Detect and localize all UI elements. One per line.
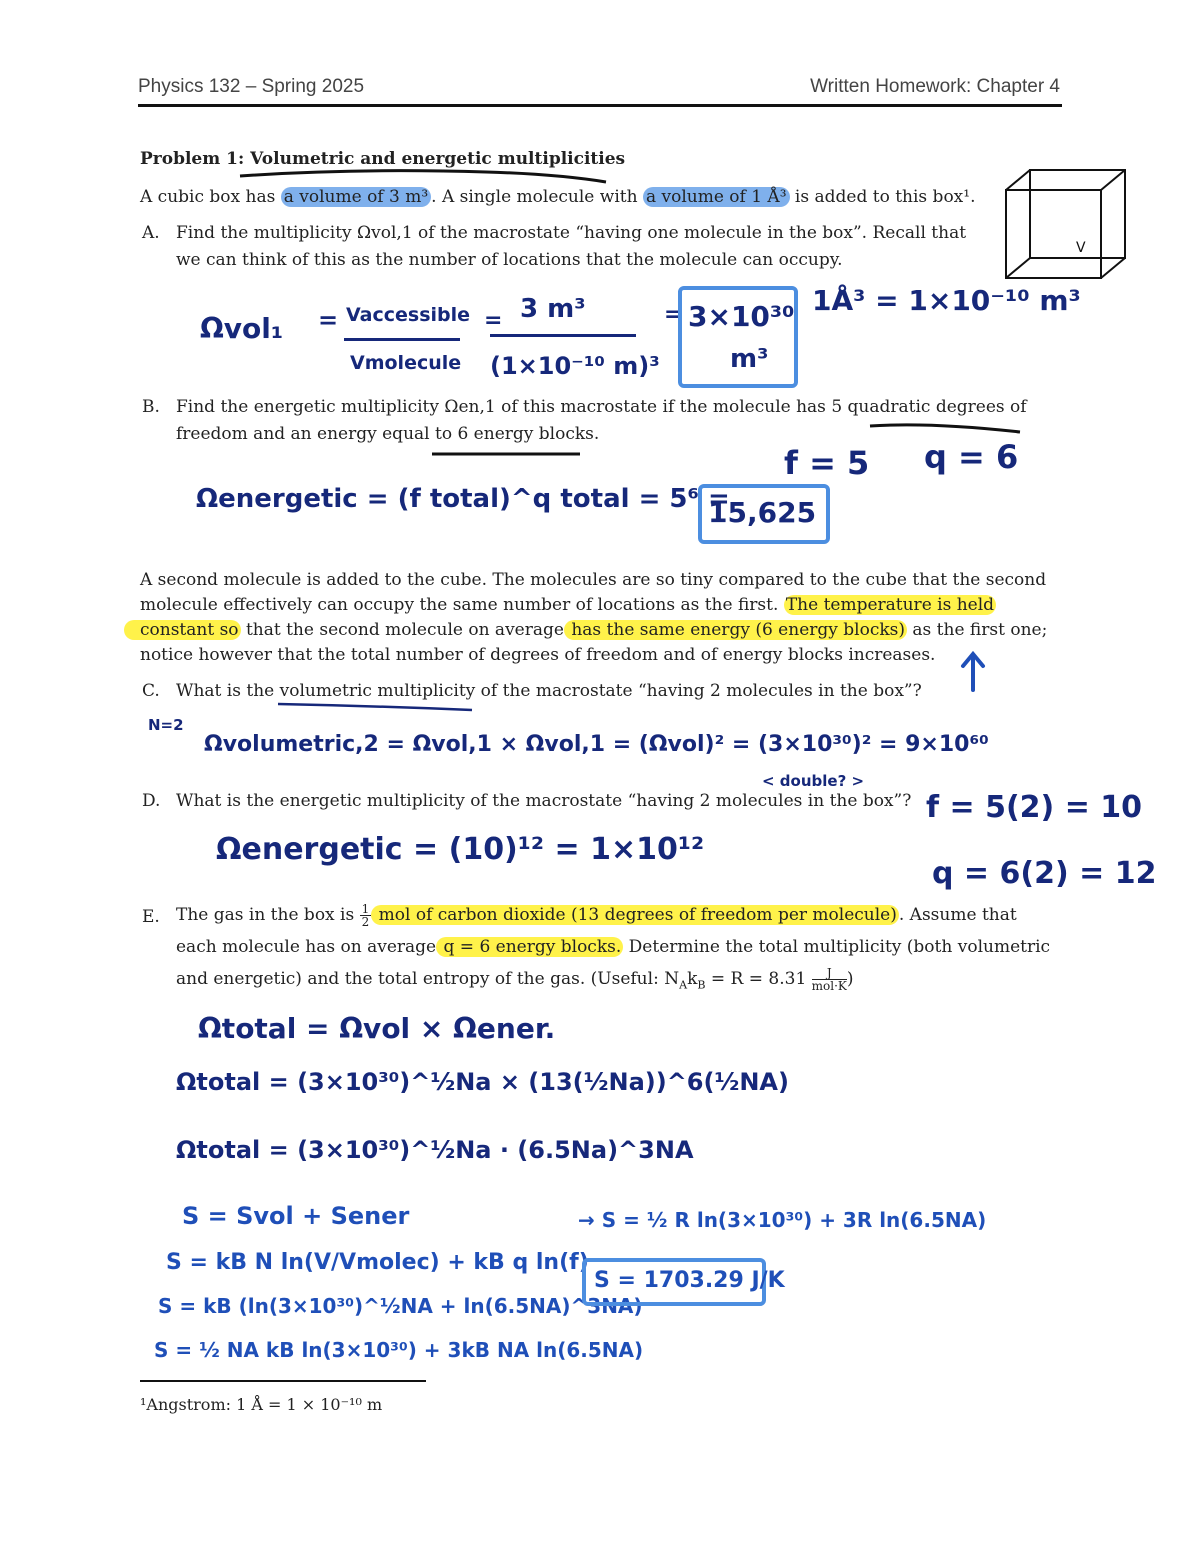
hw-c-n: N=2: [148, 716, 184, 734]
hw-e-l3: Ωtotal = (3×10³⁰)^½Na · (6.5Na)^3NA: [176, 1136, 694, 1164]
hw-a-ans2: m³: [730, 344, 769, 374]
partC-letter: C.: [142, 681, 160, 701]
hw-a-fracbar2: [490, 334, 636, 337]
partB-line2: freedom and an energy equal to 6 energy blocks.: [176, 424, 600, 444]
hw-e-l5: S = kB N ln(V/Vmolec) + kB q ln(f): [166, 1250, 589, 1275]
hw-b-q: q = 6: [924, 438, 1019, 476]
partD-text: What is the energetic multiplicity of the macrostate “having 2 molecules in the box”?: [176, 791, 912, 811]
hw-a-eq1: =: [318, 306, 339, 334]
hw-d-f: f = 5(2) = 10: [926, 790, 1143, 825]
hw-d-q: q = 6(2) = 12: [932, 856, 1157, 891]
header-assignment: Written Homework: Chapter 4: [810, 76, 1060, 97]
partB-line1: Find the energetic multiplicity Ωen,1 of this macrostate if the molecule has 5 quadratic degrees of: [176, 397, 1027, 417]
partE-line2: each molecule has on average q = 6 energy blocks. Determine the total multiplicity (both volumetric: [176, 937, 1051, 957]
hw-b-eq: Ωenergetic = (f total)^q total = 5⁶ =: [196, 484, 730, 514]
para-line4: notice however that the total number of degrees of freedom and of energy blocks increases.: [140, 645, 936, 665]
hw-e-r1: → S = ½ R ln(3×10³⁰) + 3R ln(6.5NA): [578, 1208, 987, 1232]
hw-a-num1: Vaccessible: [346, 304, 471, 326]
hw-a-ans1: 3×10³⁰: [688, 300, 795, 333]
up-arrow-icon: [958, 650, 988, 692]
partE-line3: and energetic) and the total entropy of the gas. (Useful: $N_Ak_B = R = 8.31$ $\frac{J}{\text{mol·K}}$ ): [176, 966, 854, 993]
hw-e-l4: S = Svol + Sener: [182, 1202, 410, 1230]
para-line1: A second molecule is added to the cube. The molecules are so tiny compared to the cube that the second: [140, 570, 1047, 590]
hw-a-eq3: =: [664, 302, 683, 327]
problem-title: Problem 1: Volumetric and energetic multiplicities: [140, 149, 626, 169]
partA-line2: we can think of this as the number of locations that the molecule can occupy.: [176, 250, 843, 270]
unit-fraction: $\frac{J}{\text{mol·K}}$: [811, 966, 847, 993]
answer-box-b: [698, 484, 830, 544]
hw-e-l6: S = kB (ln(3×10³⁰)^½NA + ln(6.5NA)^3NA): [158, 1294, 643, 1318]
header-course: Physics 132 – Spring 2025: [138, 76, 365, 97]
hw-a-eq2: =: [484, 308, 503, 333]
footnote-rule: [140, 1380, 426, 1382]
hw-c-eq: Ωvolumetric,2 = Ωvol,1 × Ωvol,1 = (Ωvol)² = (3×10³⁰)² = 9×10⁶⁰: [204, 732, 989, 757]
partE-line1: The gas in the box is $\frac{1}{2}$ mol of carbon dioxide (13 degrees of freedom per molecule) . Assume that: [176, 902, 1017, 929]
partC-underline: [276, 698, 476, 714]
hw-a-num2: 3 m³: [520, 294, 586, 324]
cube-diagram: [1000, 166, 1155, 286]
hw-a-note: 1Å³ = 1×10⁻¹⁰ m³: [812, 284, 1081, 317]
cube-label: V: [1076, 240, 1086, 256]
hw-a-den2: (1×10⁻¹⁰ m)³: [490, 352, 660, 380]
half-fraction: $\frac{1}{2}$: [361, 902, 370, 929]
hw-e-l7: S = ½ NA kB ln(3×10³⁰) + 3kB NA ln(6.5NA): [154, 1338, 644, 1362]
answer-box-e: [582, 1258, 785, 1306]
answer-box-a: [678, 286, 798, 388]
para-line2: molecule effectively can occupy the same number of locations as the first. The temperature is held: [140, 595, 995, 615]
para-line3: constant so that the second molecule on average has the same energy (6 energy blocks) as the first one;: [124, 617, 1047, 643]
hw-d-eq: Ωenergetic = (10)¹² = 1×10¹²: [216, 832, 705, 867]
hw-a-omega: Ωvol₁: [200, 312, 284, 345]
hw-c-note: < double? >: [762, 772, 865, 790]
hw-b-f: f = 5: [784, 444, 870, 482]
footnote: ¹Angstrom: 1 Å = 1 × 10⁻¹⁰ m: [140, 1395, 383, 1414]
partA-letter: A.: [142, 223, 160, 243]
partB-letter: B.: [142, 397, 160, 417]
header-rule: [138, 104, 1062, 107]
hw-e-ans: S = 1703.29 J/K: [594, 1268, 785, 1293]
partC-text: What is the volumetric multiplicity of the macrostate “having 2 molecules in the box”?: [176, 681, 922, 701]
hw-a-fracbar1: [344, 338, 460, 341]
partD-letter: D.: [142, 791, 161, 811]
hw-e-l1: Ωtotal = Ωvol × Ωener.: [198, 1012, 556, 1045]
hw-e-l2: Ωtotal = (3×10³⁰)^½Na × (13(½Na))^6(½NA): [176, 1068, 789, 1096]
intro-text: A cubic box has a volume of 3 m³ . A single molecule with a volume of 1 Å³ is added to this box¹.: [140, 187, 976, 207]
hw-a-den1: Vmolecule: [350, 352, 462, 374]
partA-line1: Find the multiplicity Ωvol,1 of the macrostate “having one molecule in the box”. Recall that: [176, 223, 967, 243]
partE-letter: E.: [142, 907, 160, 927]
hw-b-ans: 15,625: [708, 496, 817, 529]
